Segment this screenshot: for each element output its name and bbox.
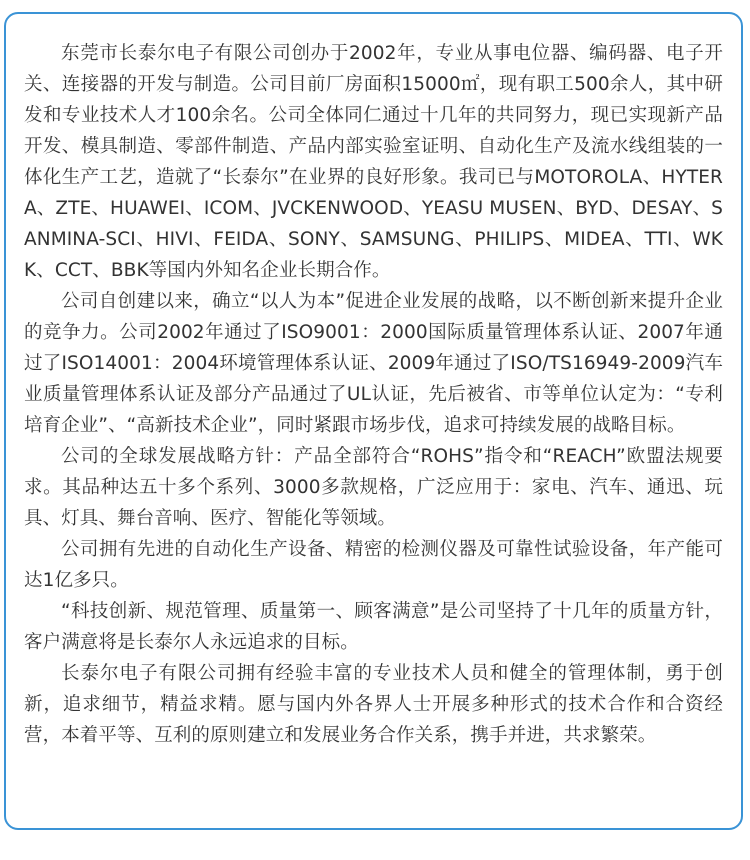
paragraph-company-intro: 东莞市长泰尔电子有限公司创办于2002年，专业从事电位器、编码器、电子开关、连接器的开发与制造。公司目前厂房面积15000㎡，现有职工500余人，其中研发和专业技术人才100余名。公司全体同仁通过十几年的共同努力，现已实现新产品开发、模具制造、零部件制造、产品内部实验室证明、自动化生产及流水线组装的一体化生产工艺，造就了“长泰尔”在业界的良好形象。我司已与MOTOROLA、HYTERA、ZTE、HUAWEI、ICOM、JVCKENWOOD、YEASU MUSEN、BYD、DESAY、SANMINA-SCI、HIVI、FEIDA、SONY、SAMSUNG、PHILIPS、MIDEA、TTI、WKK、CCT、BBK等国内外知名企业长期合作。	[24, 43, 723, 281]
paragraph-production-capacity: 公司拥有先进的自动化生产设备、精密的检测仪器及可靠性试验设备，年产能可达1亿多只。	[24, 539, 723, 591]
paragraph-cooperation: 长泰尔电子有限公司拥有经验丰富的专业技术人员和健全的管理体制，勇于创新，追求细节，精益求精。愿与国内外各界人士开展多种形式的技术合作和合资经营，本着平等、互利的原则建立和发展业务合作关系，携手并进，共求繁荣。	[24, 663, 723, 746]
paragraph-strategy-certification: 公司自创建以来，确立“以人为本”促进企业发展的战略，以不断创新来提升企业的竞争力。公司2002年通过了ISO9001：2000国际质量管理体系认证、2007年通过了ISO14001：2004环境管理体系认证、2009年通过了ISO/TS16949-2009汽车业质量管理体系认证及部分产品通过了UL认证，先后被省、市等单位认定为：“专利培育企业”、“高新技术企业”，同时紧跟市场步伐，追求可持续发展的战略目标。	[24, 291, 723, 436]
paragraph-global-strategy: 公司的全球发展战略方针：产品全部符合“ROHS”指令和“REACH”欧盟法规要求。其品种达五十多个系列、3000多款规格，广泛应用于：家电、汽车、通迅、玩具、灯具、舞台音响、医疗、智能化等领域。	[24, 446, 723, 529]
content-frame	[4, 12, 743, 830]
paragraph-quality-policy: “科技创新、规范管理、质量第一、顾客满意”是公司坚持了十几年的质量方针，客户满意将是长泰尔人永远追求的目标。	[24, 601, 723, 653]
